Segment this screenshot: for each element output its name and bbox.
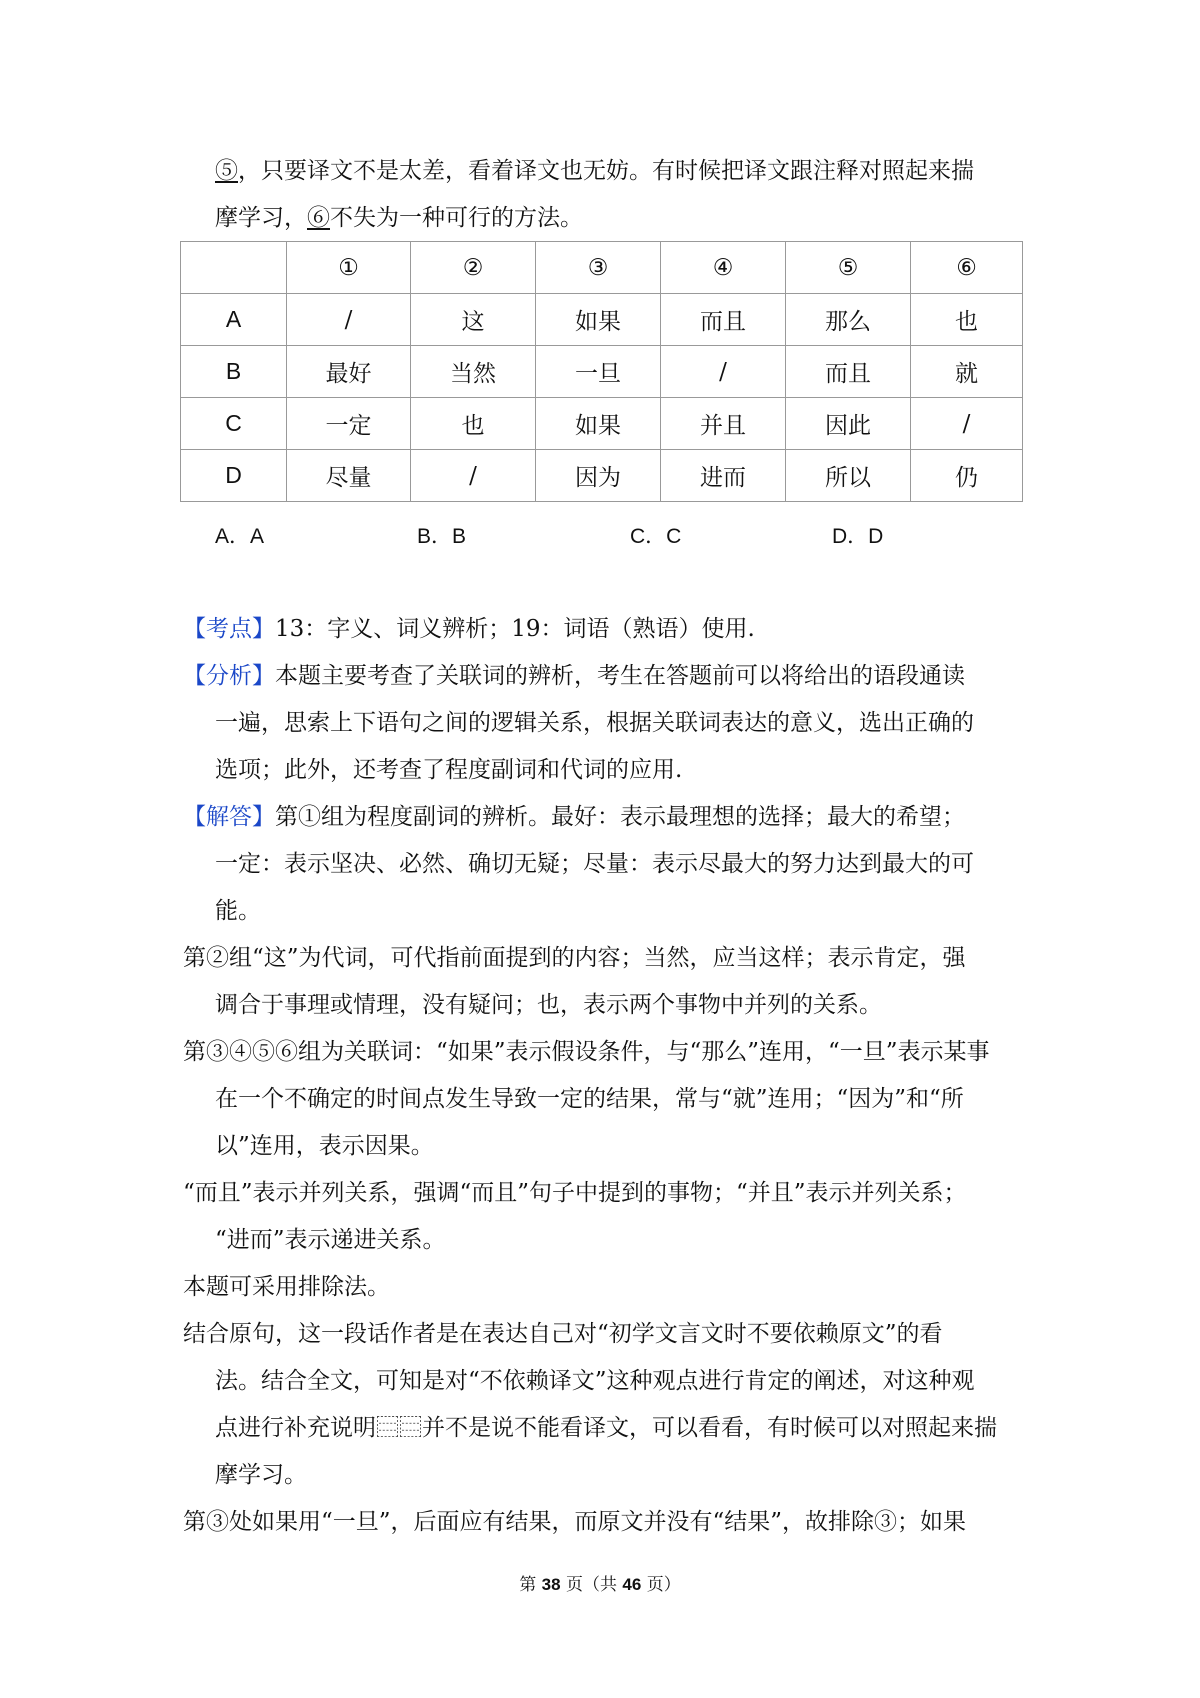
kaodian-line: [183, 614, 755, 644]
table-cell: 尽量: [287, 450, 411, 502]
table-cell: 并且: [661, 398, 786, 450]
paragraph-line: 法。结合全文，可知是对“不依赖译文”这种观点进行肯定的阐述，对这种观: [215, 1368, 975, 1394]
table-cell: 那么: [786, 294, 911, 346]
jieda-label: 【解答】: [183, 804, 275, 830]
table-cell: 当然: [411, 346, 536, 398]
question-line-1: [215, 156, 974, 186]
table-cell: 如果: [536, 294, 661, 346]
table-cell: /: [287, 294, 411, 346]
row-label: B: [181, 346, 287, 398]
jieda-line-2: 一定：表示坚决、必然、确切无疑；尽量：表示尽最大的努力达到最大的可: [215, 851, 974, 877]
paragraph-line: 摩学习。: [215, 1462, 307, 1488]
choice-d: D．D: [832, 525, 884, 548]
table-cell: 这: [411, 294, 536, 346]
table-row: [181, 398, 1023, 450]
table-row: [181, 346, 1023, 398]
table-cell: 仍: [911, 450, 1023, 502]
blank-mark-6: ⑥: [307, 205, 330, 231]
table-cell: ④: [661, 242, 786, 294]
table-cell: ⑤: [786, 242, 911, 294]
table-cell: 因为: [536, 450, 661, 502]
paragraph-line: 第③处如果用“一旦”，后面应有结果，而原文并没有“结果”，故排除③；如果: [183, 1509, 967, 1535]
options-table: [180, 241, 1023, 502]
fenxi-line-2: 一遍，思索上下语句之间的逻辑关系，根据关联词表达的意义，选出正确的: [215, 710, 974, 736]
table-cell: 如果: [536, 398, 661, 450]
question-text: ，只要译文不是太差，看着译文也无妨。有时候把译文跟注释对照起来揣: [238, 158, 974, 184]
page-total: 46: [622, 1575, 642, 1594]
paragraph-line: “进而”表示递进关系。: [215, 1227, 446, 1253]
paragraph-line: 第②组“这”为代词，可代指前面提到的内容；当然，应当这样；表示肯定，强: [183, 945, 966, 971]
kaodian-text: 13：字义、词义辨析；19：词语（熟语）使用.: [275, 616, 755, 642]
paragraph-line: 以”连用，表示因果。: [215, 1133, 434, 1159]
paragraph-line: 在一个不确定的时间点发生导致一定的结果，常与“就”连用；“因为”和“所: [215, 1086, 964, 1112]
jieda-line-3: 能。: [215, 898, 261, 924]
table-cell: 也: [411, 398, 536, 450]
table-cell: 而且: [661, 294, 786, 346]
table-cell: 一定: [287, 398, 411, 450]
table-cell: 所以: [786, 450, 911, 502]
paragraph-line: 点进行补充说明⿳⿳并不是说不能看译文，可以看看，有时候可以对照起来揣: [215, 1415, 997, 1441]
table-cell: 而且: [786, 346, 911, 398]
paragraph-line: 结合原句，这一段话作者是在表达自己对“初学文言文时不要依赖原文”的看: [183, 1321, 943, 1347]
table-cell: ②: [411, 242, 536, 294]
page-number: 38: [541, 1575, 561, 1594]
paragraph-line: “而且”表示并列关系，强调“而且”句子中提到的事物；“并且”表示并列关系；: [183, 1180, 967, 1206]
page-footer: 第 38 页（共 46 页）: [519, 1575, 681, 1595]
table-cell: 进而: [661, 450, 786, 502]
fenxi-label: 【分析】: [183, 663, 275, 689]
jieda-line-1: 【解答】第①组为程度副词的辨析。最好：表示最理想的选择；最大的希望；: [183, 804, 965, 830]
fenxi-line-3: 选项；此外，还考查了程度副词和代词的应用.: [215, 757, 683, 783]
table-cell: ①: [287, 242, 411, 294]
paragraph-line: 第③④⑤⑥组为关联词：“如果”表示假设条件，与“那么”连用，“一旦”表示某事: [183, 1039, 990, 1065]
blank-mark-5: ⑤: [215, 158, 238, 184]
table-cell: /: [911, 398, 1023, 450]
table-cell: 因此: [786, 398, 911, 450]
paragraph-line: 调合于事理或情理，没有疑问；也，表示两个事物中并列的关系。: [215, 992, 882, 1018]
kaodian-label: 【考点】: [183, 616, 275, 642]
table-cell: ⑥: [911, 242, 1023, 294]
table-cell: /: [411, 450, 536, 502]
row-label: D: [181, 450, 287, 502]
question-line-2: 摩学习，⑥不失为一种可行的方法。: [215, 205, 583, 231]
table-cell: 最好: [287, 346, 411, 398]
choice-a: A．A: [215, 525, 265, 548]
fenxi-line-1: 【分析】本题主要考查了关联词的辨析，考生在答题前可以将给出的语段通读: [183, 663, 965, 689]
table-cell: [181, 242, 287, 294]
table-cell: 一旦: [536, 346, 661, 398]
row-label: C: [181, 398, 287, 450]
table-header-row: [181, 242, 1023, 294]
choice-c: C．C: [630, 525, 682, 548]
choice-b: B．B: [417, 525, 467, 548]
table-cell: ③: [536, 242, 661, 294]
table-row: [181, 450, 1023, 502]
table-cell: /: [661, 346, 786, 398]
row-label: A: [181, 294, 287, 346]
paragraph-line: 本题可采用排除法。: [183, 1274, 390, 1300]
table-cell: 也: [911, 294, 1023, 346]
table-cell: 就: [911, 346, 1023, 398]
table-row: [181, 294, 1023, 346]
